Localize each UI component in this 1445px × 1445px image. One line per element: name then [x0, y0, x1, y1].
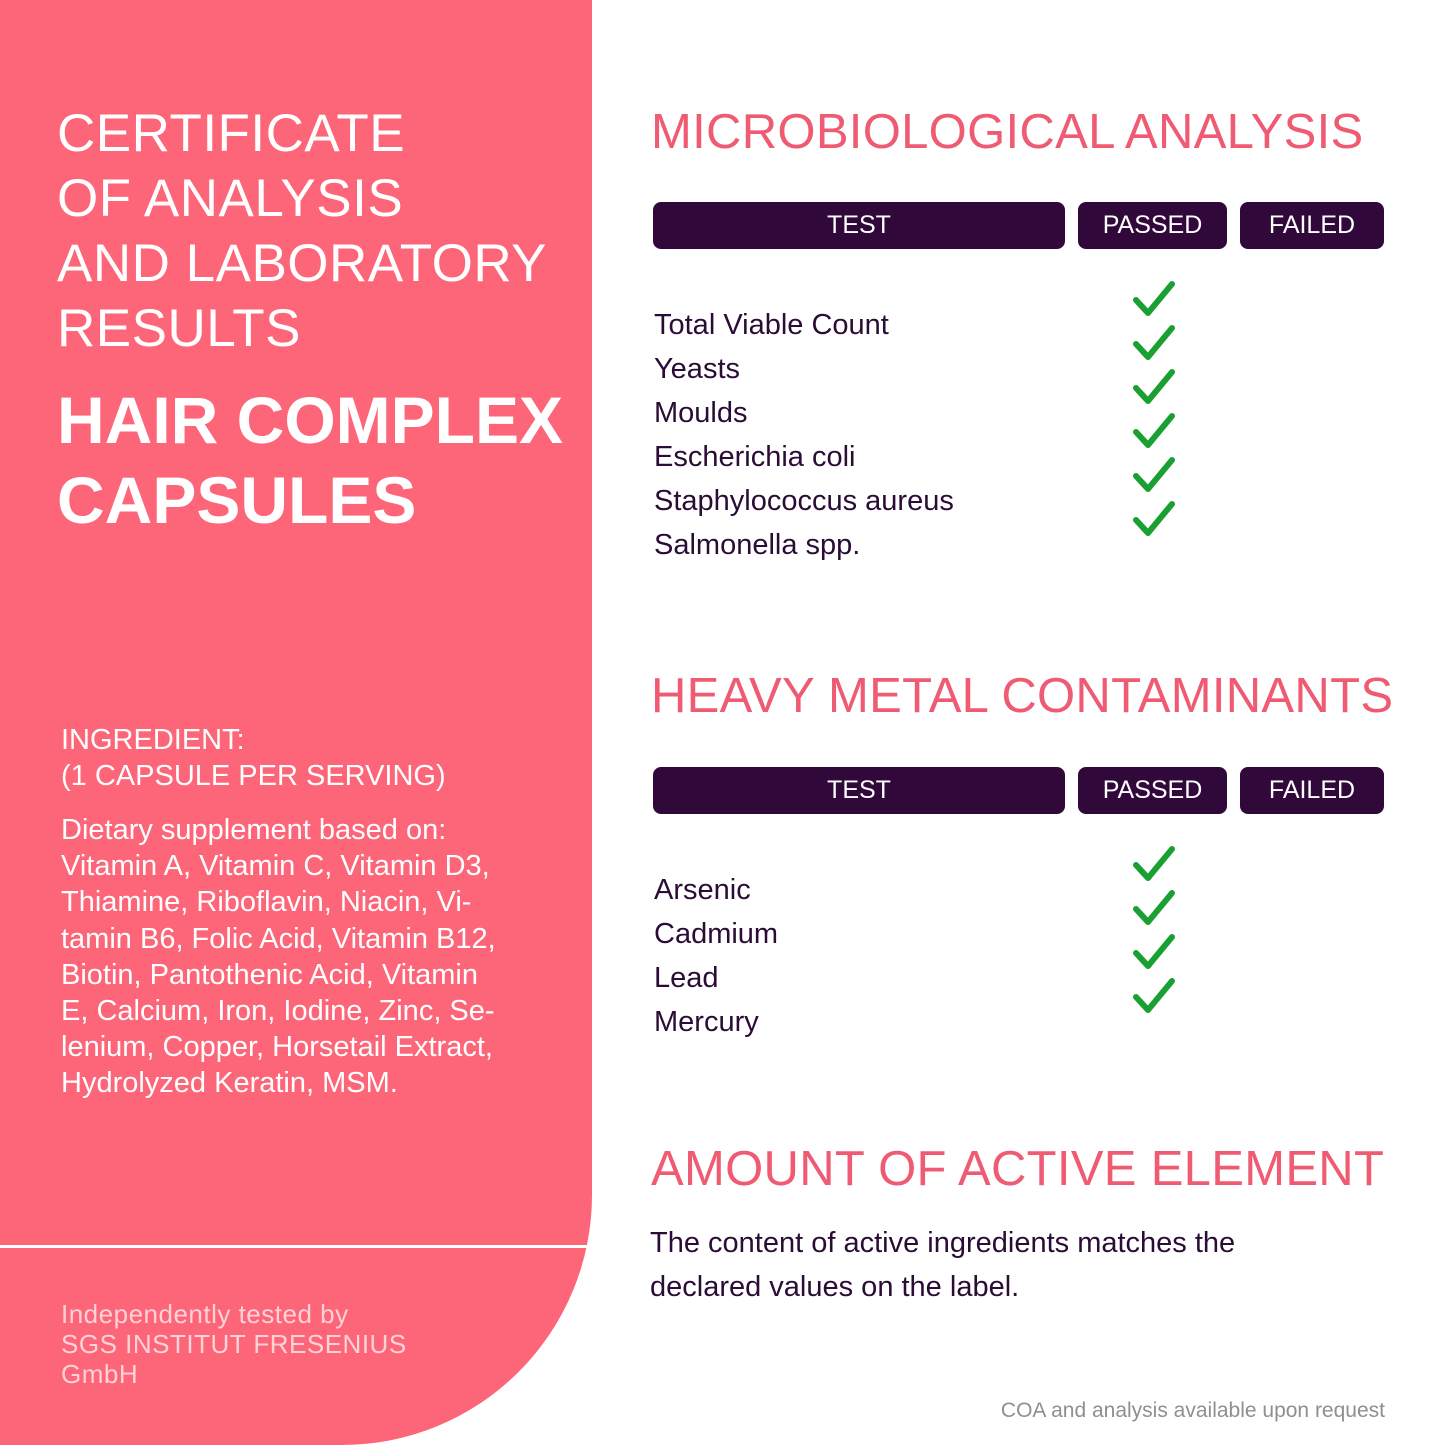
test-name: Staphylococcus aureus [654, 485, 954, 517]
active-element-line: The content of active ingredients matches the [650, 1227, 1236, 1259]
test-name: Salmonella spp. [654, 529, 861, 561]
active-element-line: declared values on the label. [650, 1271, 1020, 1303]
test-name: Total Viable Count [654, 309, 889, 341]
test-row [654, 303, 1214, 347]
test-name: Cadmium [654, 918, 779, 950]
certificate-title-line: RESULTS [57, 299, 302, 358]
product-name-line: CAPSULES [57, 463, 417, 537]
product-name [57, 380, 563, 540]
test-row [654, 912, 1214, 956]
ingredient-line: E, Calcium, Iron, Iodine, Zinc, Se- [61, 995, 495, 1028]
test-row [654, 479, 1214, 523]
footnote: COA and analysis available upon request [1000, 1399, 1385, 1422]
microbiological-title: MICROBIOLOGICAL ANALYSIS [651, 105, 1364, 159]
certificate-title [57, 101, 547, 361]
metal-failed-header: FAILED [1240, 767, 1384, 814]
tested-by-line: GmbH [61, 1359, 139, 1389]
metal-passed-header: PASSED [1078, 767, 1227, 814]
test-row [654, 1000, 1214, 1044]
micro-failed-header: FAILED [1240, 202, 1384, 249]
check-icon [1133, 978, 1175, 1018]
tested-by-line: Independently tested by [61, 1299, 349, 1329]
left-panel [0, 0, 592, 1445]
ingredient-heading-line: (1 CAPSULE PER SERVING) [61, 760, 446, 792]
check-icon [1133, 501, 1175, 541]
micro-test-header: TEST [653, 202, 1065, 249]
ingredient-list [61, 812, 561, 1102]
tested-by-note [61, 1299, 407, 1389]
test-row [654, 391, 1214, 435]
check-icon [1133, 325, 1175, 365]
heavy-metal-title: HEAVY METAL CONTAMINANTS [651, 669, 1394, 723]
check-icon [1133, 934, 1175, 974]
ingredient-line: Dietary supplement based on: [61, 814, 447, 846]
check-icon [1133, 457, 1175, 497]
test-name: Yeasts [654, 353, 740, 385]
ingredient-line: tamin B6, Folic Acid, Vitamin B12, [61, 922, 496, 955]
test-name: Mercury [654, 1006, 759, 1038]
certificate-title-line: CERTIFICATE [57, 104, 406, 163]
check-icon [1133, 890, 1175, 930]
check-icon [1133, 281, 1175, 321]
panel-divider [0, 1245, 592, 1248]
micro-passed-header: PASSED [1078, 202, 1227, 249]
check-icon [1133, 846, 1175, 886]
test-row [654, 956, 1214, 1000]
product-name-line: HAIR COMPLEX [57, 383, 564, 457]
ingredient-line: Vitamin A, Vitamin C, Vitamin D3, [61, 850, 490, 883]
ingredient-heading-line: INGREDIENT: [61, 724, 245, 756]
test-name: Arsenic [654, 874, 751, 906]
ingredient-line: Thiamine, Riboflavin, Niacin, Vi- [61, 886, 472, 919]
tested-by-line: SGS INSTITUT FRESENIUS [61, 1329, 407, 1359]
ingredient-line: Biotin, Pantothenic Acid, Vitamin [61, 958, 478, 991]
active-element-title: AMOUNT OF ACTIVE ELEMENT [651, 1142, 1385, 1196]
ingredient-line: lenium, Copper, Horsetail Extract, [61, 1031, 493, 1064]
ingredient-heading [61, 722, 446, 794]
certificate-title-line: AND LABORATORY [57, 234, 548, 293]
test-row [654, 523, 1214, 567]
check-icon [1133, 369, 1175, 409]
active-element-text [650, 1221, 1235, 1309]
test-row [654, 868, 1214, 912]
test-name: Lead [654, 962, 719, 994]
ingredient-line: Hydrolyzed Keratin, MSM. [61, 1067, 398, 1100]
metal-test-header: TEST [653, 767, 1065, 814]
certificate-title-line: OF ANALYSIS [57, 169, 404, 228]
test-row [654, 347, 1214, 391]
check-icon [1133, 413, 1175, 453]
test-name: Escherichia coli [654, 441, 856, 473]
test-name: Moulds [654, 397, 748, 429]
test-row [654, 435, 1214, 479]
